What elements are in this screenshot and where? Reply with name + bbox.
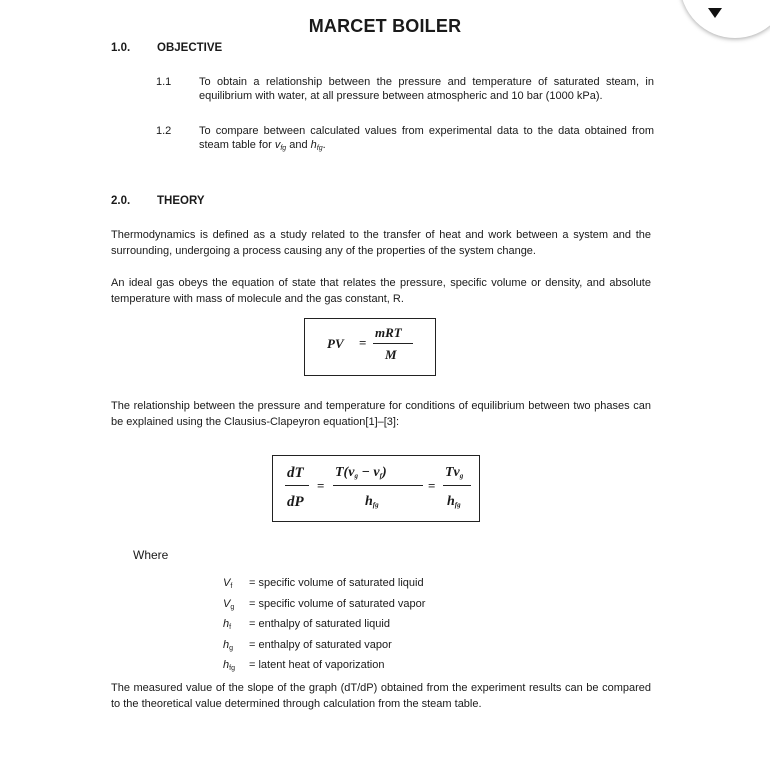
item-number: 1.2 (156, 125, 172, 137)
vfg-symbol: $v_{fg}$ (274, 138, 287, 152)
eq-lhs: PV (327, 336, 344, 351)
theory-paragraph-4: The measured value of the slope of the graph (dT/dP) obtained from the experiment results can be compared to the theoretical value determined through calculation from the steam table. (111, 682, 651, 710)
section-number: 2.0. (111, 195, 131, 207)
eq-rhs-numerator: $Tv_g$ (445, 465, 464, 480)
fraction-bar (333, 485, 423, 486)
eq-equals: = (359, 335, 367, 350)
eq-numerator: mRT (375, 325, 402, 340)
objective-item-2 (156, 125, 656, 155)
eq-dT: dT (287, 465, 304, 481)
eq-mid-denominator: $h_{fg}$ (365, 494, 379, 509)
objective-item-1 (156, 76, 656, 118)
section-title: THEORY (157, 195, 205, 207)
theory-paragraph-1: Thermodynamics is defined as a study related to the transfer of heat and work between a system and the surrounding, undergoing a process causing any of the properties of the system change. (111, 229, 651, 257)
chevron-down-icon (708, 8, 722, 18)
eq-rhs-denominator: $h_{fg}$ (447, 494, 461, 509)
clausius-clapeyron-equation (272, 455, 480, 522)
section-title: OBJECTIVE (157, 42, 223, 54)
page-title: MARCET BOILER (308, 16, 462, 36)
theory-paragraph-3: The relationship between the pressure and temperature for conditions of equilibrium between two phases can be explained using the Clausius-Clapeyron equation[1]–[3]: (111, 400, 651, 428)
definition-item: $h_g$ = enthalpy of saturated vapor (223, 638, 392, 652)
item-number: 1.1 (156, 76, 172, 88)
eq-equals: = (317, 478, 325, 493)
fraction-bar (443, 485, 471, 486)
theory-paragraph-2: An ideal gas obeys the equation of state that relates the pressure, specific volume or density, and absolute temperature with mass of molecule and the gas constant, R. (111, 277, 651, 305)
definitions-list (223, 575, 425, 678)
definition-item: $h_f$ = enthalpy of saturated liquid (223, 618, 390, 631)
fraction-bar (285, 485, 309, 486)
eq-dP: dP (287, 494, 304, 510)
definition-item: $V_f$ = specific volume of saturated liquid (223, 577, 424, 590)
eq-equals: = (428, 478, 436, 493)
eq-denominator: M (385, 347, 397, 362)
ideal-gas-equation (304, 318, 436, 376)
item-text: To obtain a relationship between the pressure and temperature of saturated steam, in equilibrium with water, at all pressure between atmospheric and 10 bar (1000 kPa). (199, 76, 654, 102)
section-number: 1.0. (111, 42, 131, 54)
definition-item: $V_g$ = specific volume of saturated vapor (223, 597, 426, 611)
eq-mid-numerator: $T(v_g - v_f)$ (335, 465, 387, 480)
fraction-bar (373, 343, 413, 344)
definition-item: $h_{fg}$ = latent heat of vaporization (223, 659, 385, 672)
where-label: Where (133, 548, 169, 562)
item-text: To compare between calculated values from experimental data to the data obtained from steam table for $v_{fg}$ and $h_{fg}$. (199, 125, 654, 152)
hfg-symbol: $h_{fg}$ (310, 138, 323, 152)
